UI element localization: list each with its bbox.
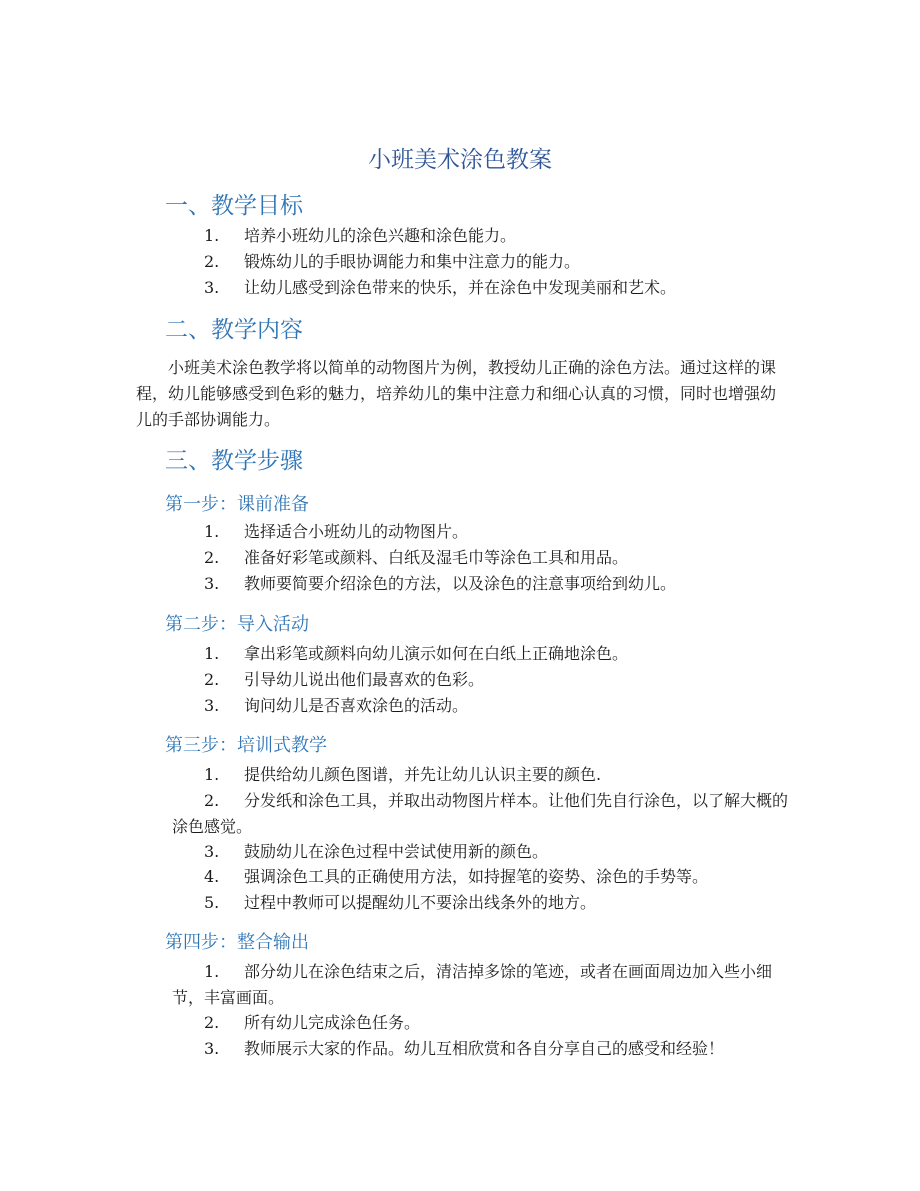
list-text: 提供给幼儿颜色图谱，并先让幼儿认识主要的颜色.	[244, 765, 602, 784]
list-item	[172, 693, 792, 719]
list-number: 2.	[204, 252, 220, 271]
list-item	[172, 788, 788, 840]
list-number: 1.	[204, 962, 220, 981]
section-heading-objectives: 一、教学目标	[165, 193, 303, 219]
list-number: 3.	[204, 696, 220, 715]
list-item	[172, 519, 792, 545]
list-number: 4.	[204, 867, 220, 886]
step-heading-2: 第二步：导入活动	[165, 614, 309, 635]
list-text: 鼓励幼儿在涂色过程中尝试使用新的颜色。	[244, 842, 549, 861]
list-number: 1.	[204, 226, 220, 245]
list-item	[172, 890, 792, 916]
list-item	[172, 223, 792, 249]
list-text: 教师要简要介绍涂色的方法，以及涂色的注意事项给到幼儿。	[244, 574, 677, 593]
list-number: 1.	[204, 644, 220, 663]
list-text: 引导幼儿说出他们最喜欢的色彩。	[244, 670, 485, 689]
list-item	[172, 667, 792, 693]
list-item	[172, 864, 792, 890]
list-text: 部分幼儿在涂色结束之后，清洁掉多馀的笔迹，或者在画面周边加入些小细节，丰富画面。	[172, 962, 773, 1007]
list-number: 3.	[204, 574, 220, 593]
list-item	[172, 249, 792, 275]
list-number: 3.	[204, 278, 220, 297]
list-text: 拿出彩笔或颜料向幼儿演示如何在白纸上正确地涂色。	[244, 644, 629, 663]
list-number: 1.	[204, 765, 220, 784]
list-number: 2.	[204, 548, 220, 567]
content-paragraph: 小班美术涂色教学将以简单的动物图片为例，教授幼儿正确的涂色方法。通过这样的课程，幼儿能够感受到色彩的魅力，培养幼儿的集中注意力和细心认真的习惯，同时也增强幼儿的手部协调能力。	[136, 358, 777, 429]
list-text: 所有幼儿完成涂色任务。	[244, 1013, 421, 1032]
step-heading-4: 第四步：整合输出	[165, 932, 309, 953]
list-text: 锻炼幼儿的手眼协调能力和集中注意力的能力。	[244, 252, 581, 271]
list-text: 选择适合小班幼儿的动物图片。	[244, 522, 469, 541]
list-item	[172, 571, 792, 597]
list-number: 5.	[204, 893, 220, 912]
list-text: 分发纸和涂色工具，并取出动物图片样本。让他们先自行涂色，以了解大概的涂色感觉。	[172, 791, 789, 836]
list-item	[172, 1010, 792, 1036]
list-number: 3.	[204, 842, 220, 861]
list-number: 2.	[204, 1013, 220, 1032]
list-number: 2.	[204, 791, 220, 810]
list-text: 询问幼儿是否喜欢涂色的活动。	[244, 696, 469, 715]
section-heading-content: 二、教学内容	[165, 317, 303, 343]
list-text: 过程中教师可以提醒幼儿不要涂出线条外的地方。	[244, 893, 597, 912]
list-item	[172, 762, 792, 788]
list-text: 准备好彩笔或颜料、白纸及湿毛巾等涂色工具和用品。	[244, 548, 629, 567]
list-item	[172, 275, 792, 301]
section-heading-steps: 三、教学步骤	[165, 448, 303, 474]
list-item	[172, 839, 792, 865]
step-heading-1: 第一步：课前准备	[165, 494, 309, 515]
list-item	[172, 1036, 792, 1062]
document-title: 小班美术涂色教案	[368, 147, 552, 173]
step-heading-3: 第三步：培训式教学	[165, 735, 327, 756]
list-number: 1.	[204, 522, 220, 541]
list-number: 3.	[204, 1039, 220, 1058]
list-item	[172, 641, 792, 667]
list-text: 培养小班幼儿的涂色兴趣和涂色能力。	[244, 226, 517, 245]
list-number: 2.	[204, 670, 220, 689]
list-item	[172, 545, 792, 571]
list-text: 强调涂色工具的正确使用方法，如持握笔的姿势、涂色的手势等。	[244, 867, 709, 886]
list-text: 让幼儿感受到涂色带来的快乐，并在涂色中发现美丽和艺术。	[244, 278, 677, 297]
list-item	[172, 959, 788, 1011]
list-text: 教师展示大家的作品。幼儿互相欣赏和各自分享自己的感受和经验！	[244, 1039, 725, 1058]
